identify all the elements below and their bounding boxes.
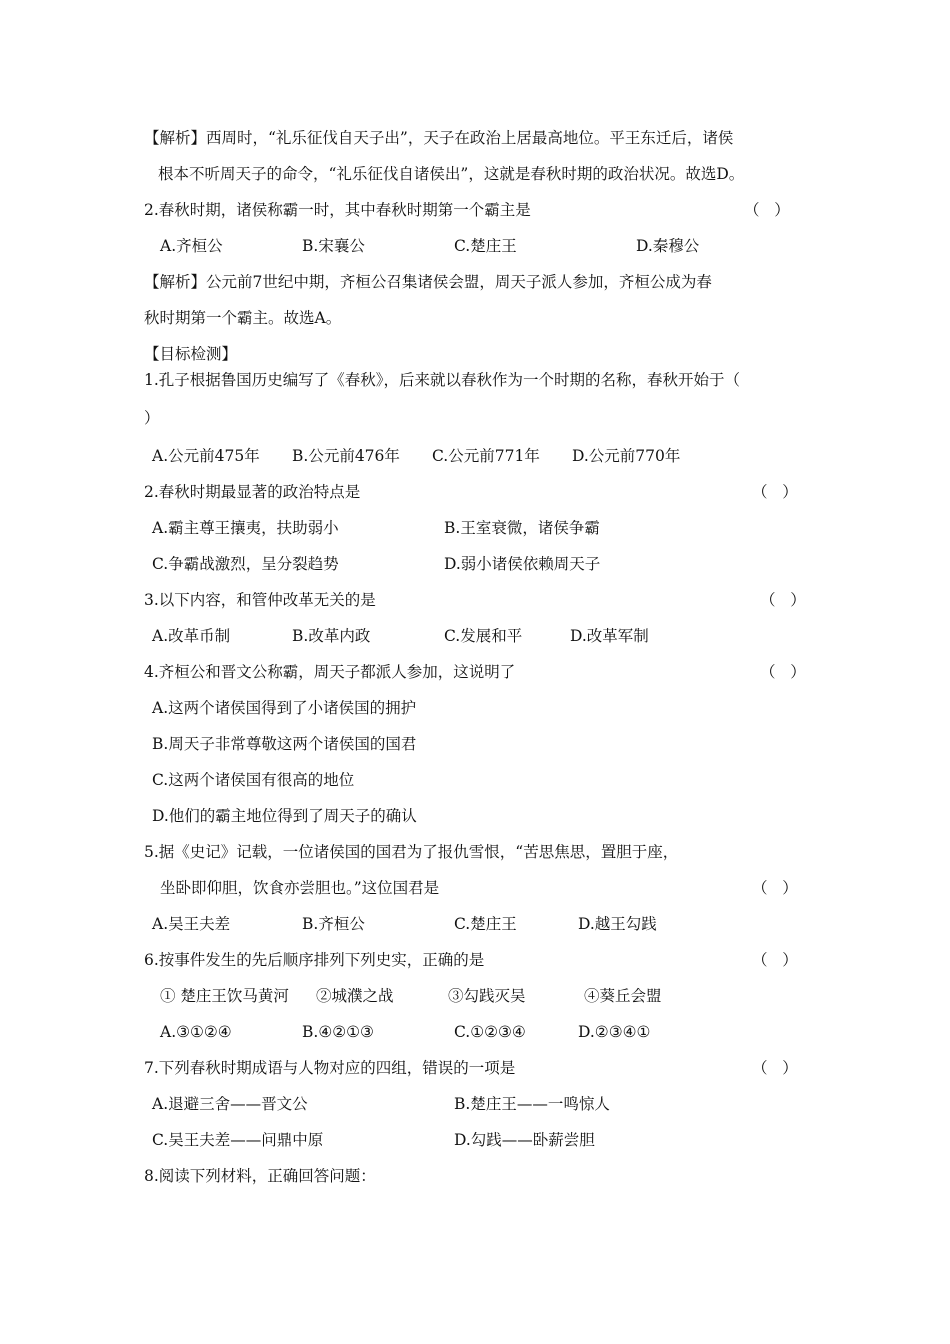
question-1-option-a: A.公元前475年 [152,447,260,465]
section-title: 【目标检测】 [144,345,238,363]
question-7-option-b: B.楚庄王——一鸣惊人 [454,1095,610,1113]
question-6-stem: 6.按事件发生的先后顺序排列下列史实，正确的是 [144,951,485,969]
analysis-2-line-1: 【解析】公元前7世纪中期，齐桓公召集诸侯会盟，周天子派人参加，齐桓公成为春 [144,273,712,291]
question-1-stem-line-2: ） [144,409,160,427]
question-6-event-2: ②城濮之战 [316,987,394,1005]
example-question-2-stem: 2.春秋时期，诸侯称霸一时，其中春秋时期第一个霸主是 [144,201,531,219]
question-5-stem-line-1: 5.据《史记》记载，一位诸侯国的国君为了报仇雪恨，“苦思焦思，置胆于座， [144,843,679,861]
analysis-2-line-2: 秋时期第一个霸主。故选A。 [144,309,342,327]
example-question-2-option-c: C.楚庄王 [454,237,517,255]
question-8-stem: 8.阅读下列材料，正确回答问题： [144,1167,376,1185]
question-4-answer-paren: （ ） [760,663,806,681]
question-5-option-d: D.越王勾践 [578,915,657,933]
question-6-answer-paren: （ ） [752,951,798,969]
question-6-event-3: ③勾践灭吴 [448,987,526,1005]
question-6-option-c: C.①②③④ [454,1023,526,1041]
question-1-option-c: C.公元前771年 [432,447,540,465]
question-5-answer-paren: （ ） [752,879,798,897]
question-3-option-a: A.改革币制 [152,627,231,645]
question-2-answer-paren: （ ） [752,483,798,501]
example-question-2-option-b: B.宋襄公 [302,237,365,255]
question-1-option-b: B.公元前476年 [292,447,400,465]
analysis-1-line-2: 根本不听周天子的命令，“礼乐征伐自诸侯出”，这就是春秋时期的政治状况。故选D。 [158,165,745,183]
question-4-option-d: D.他们的霸主地位得到了周天子的确认 [152,807,417,825]
question-6-option-b: B.④②①③ [302,1023,374,1041]
question-7-answer-paren: （ ） [752,1059,798,1077]
question-6-option-d: D.②③④① [578,1023,651,1041]
question-7-stem: 7.下列春秋时期成语与人物对应的四组，错误的一项是 [144,1059,516,1077]
question-7-option-d: D.勾践——卧薪尝胆 [454,1131,595,1149]
question-2-stem: 2.春秋时期最显著的政治特点是 [144,483,361,501]
question-5-option-c: C.楚庄王 [454,915,517,933]
question-3-option-c: C.发展和平 [444,627,523,645]
question-3-answer-paren: （ ） [760,591,806,609]
question-3-stem: 3.以下内容，和管仲改革无关的是 [144,591,376,609]
question-4-option-a: A.这两个诸侯国得到了小诸侯国的拥护 [152,699,417,717]
question-5-stem-line-2: 坐卧即仰胆，饮食亦尝胆也。”这位国君是 [160,879,440,897]
question-6-event-1: ① 楚庄王饮马黄河 [160,987,289,1005]
question-2-option-b: B.王室衰微，诸侯争霸 [444,519,600,537]
analysis-1-line-1: 【解析】西周时，“礼乐征伐自天子出”，天子在政治上居最高地位。平王东迁后，诸侯 [144,129,734,147]
example-question-2-option-d: D.秦穆公 [636,237,700,255]
question-2-option-d: D.弱小诸侯依赖周天子 [444,555,601,573]
question-5-option-b: B.齐桓公 [302,915,365,933]
question-2-option-a: A.霸主尊王攘夷，扶助弱小 [152,519,339,537]
question-1-option-d: D.公元前770年 [572,447,681,465]
question-6-option-a: A.③①②④ [160,1023,232,1041]
question-4-stem: 4.齐桓公和晋文公称霸，周天子都派人参加，这说明了 [144,663,516,681]
question-7-option-c: C.吴王夫差——问鼎中原 [152,1131,324,1149]
question-4-option-b: B.周天子非常尊敬这两个诸侯国的国君 [152,735,417,753]
question-3-option-d: D.改革军制 [570,627,649,645]
question-2-option-c: C.争霸战激烈，呈分裂趋势 [152,555,339,573]
question-3-option-b: B.改革内政 [292,627,371,645]
question-1-stem-line-1: 1.孔子根据鲁国历史编写了《春秋》，后来就以春秋作为一个时期的名称，春秋开始于（ [144,371,741,389]
question-7-option-a: A.退避三舍——晋文公 [152,1095,308,1113]
question-6-event-4: ④葵丘会盟 [584,987,662,1005]
example-question-2-answer-paren: （ ） [744,201,790,219]
example-question-2-option-a: A.齐桓公 [160,237,223,255]
question-4-option-c: C.这两个诸侯国有很高的地位 [152,771,355,789]
question-5-option-a: A.吴王夫差 [152,915,231,933]
